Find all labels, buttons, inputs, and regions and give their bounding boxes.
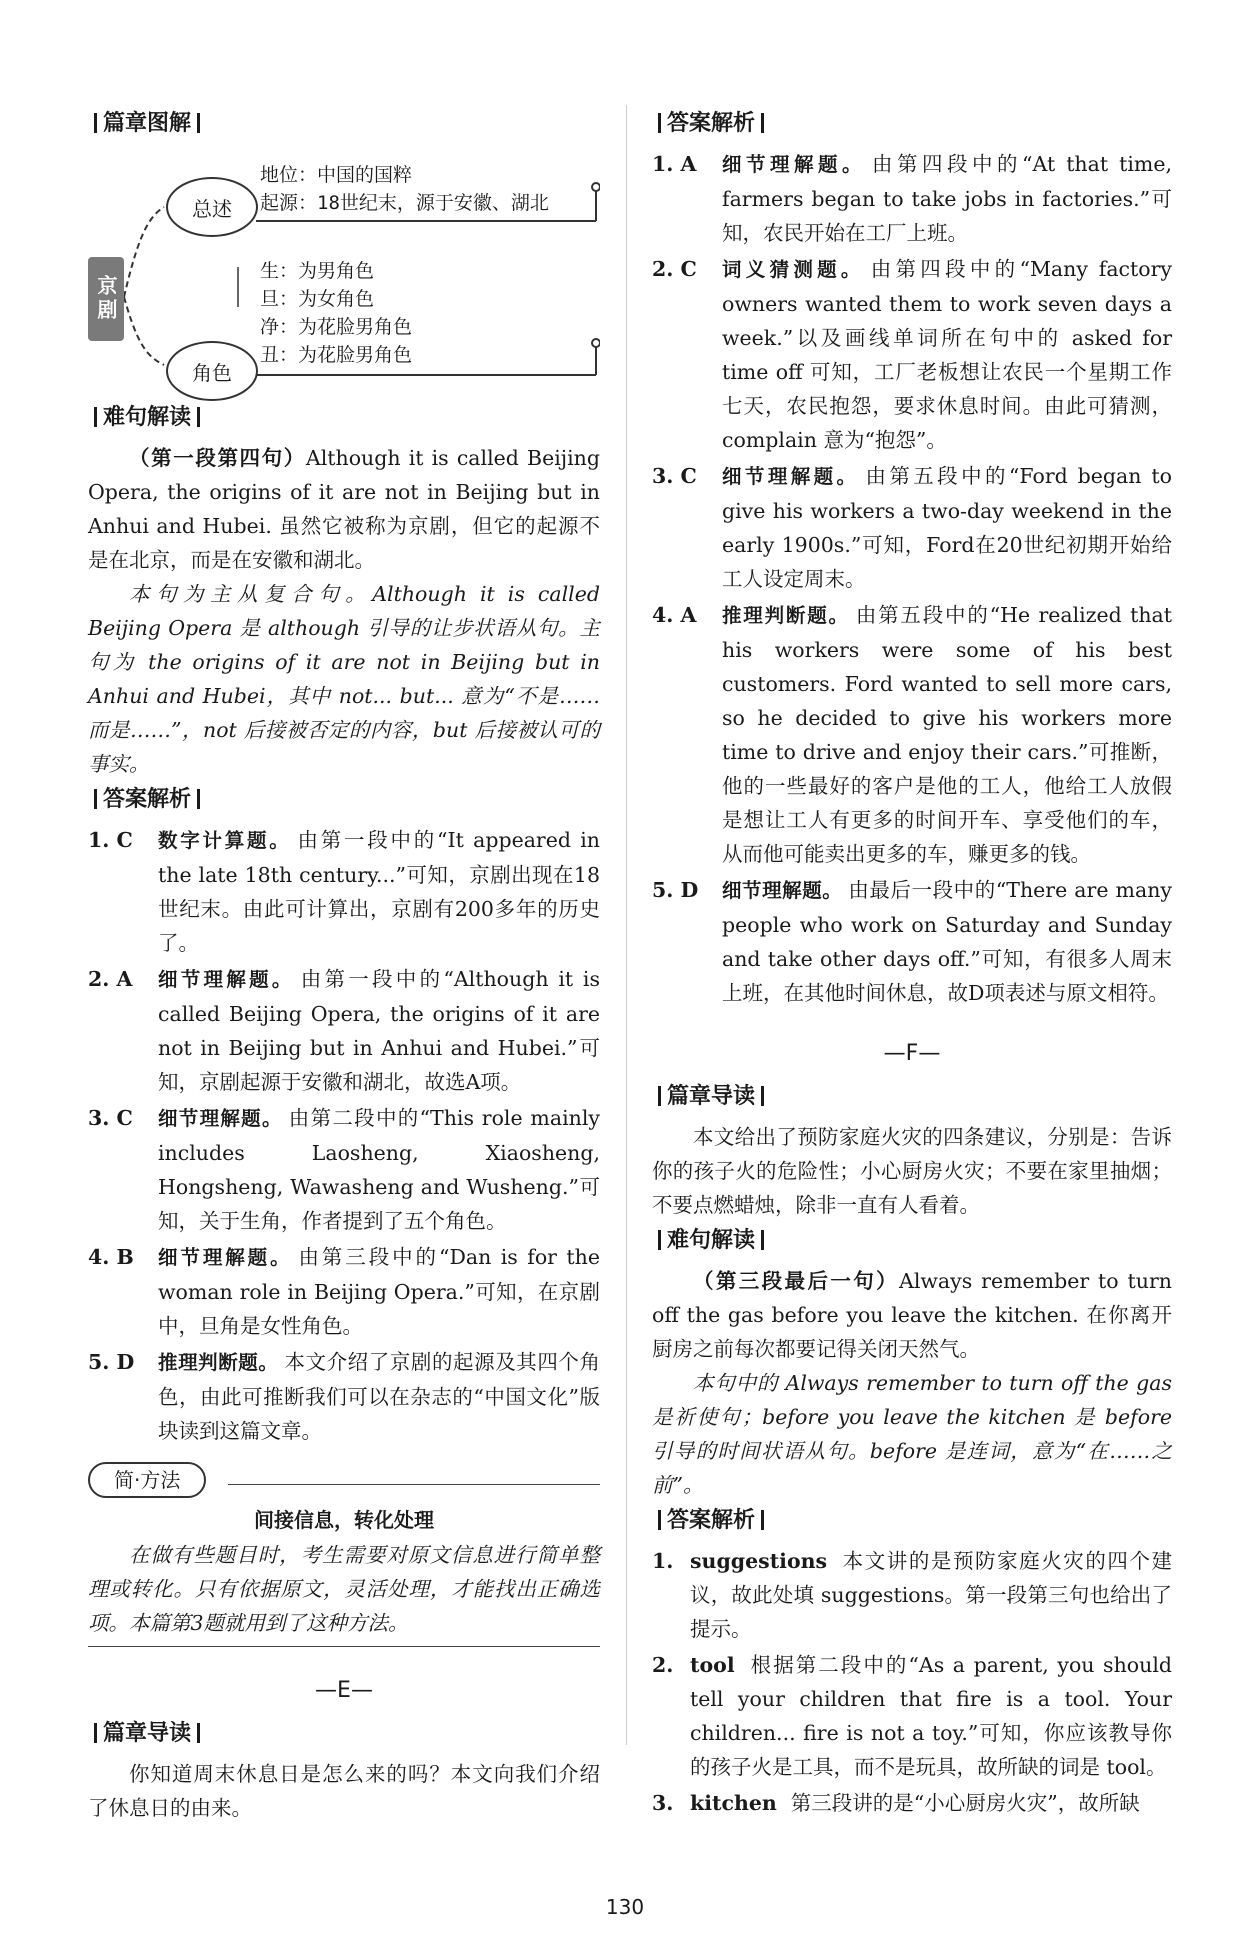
answer-item: 3. C 细节理解题。 由第二段中的“This role mainly includes Laosheng, Xiaosheng, Hongsheng, Wawasheng and Wusheng.”可知，关于生角，作者提到了五个角色。 <box>88 1106 600 1233</box>
right-column <box>652 105 1172 1822</box>
answer-item: 5. D 推理判断题。 本文介绍了京剧的起源及其四个角色，由此可推断我们可以在杂志的“中国文化”版块读到这篇文章。 <box>88 1350 600 1443</box>
answer-item: 3. C 细节理解题。 由第五段中的“Ford began to give his workers a two-day weekend in the early 1900s.”可知，Ford在20世纪初期开始给工人设定周末。 <box>652 464 1172 591</box>
section-heading: 难句解读 <box>652 1224 1172 1258</box>
guide-f: 本文给出了预防家庭火灾的四条建议，分别是：告诉你的孩子火的危险性；小心厨房火灾；不要在家里抽烟；不要点燃蜡烛，除非一直有人看着。 <box>652 1125 1172 1217</box>
answer-item: 3. kitchen 第三段讲的是“小心厨房火灾”，故所缺 <box>652 1791 1140 1815</box>
role-row-jing: 净：为花脸男角色 <box>260 316 413 338</box>
hard-sentence: （第一段第四句）Although it is called Beijing Opera, the origins of it are not in Beijing but in Anhui and Hubei. 虽然它被称为京剧，但它的起源不是在北京，而是在安徽和湖北。 <box>88 446 601 572</box>
section-heading: 篇章图解 <box>88 107 600 141</box>
hard-sentence-explain: 本句中的 Always remember to turn off the gas 是祈使句；before you leave the kitchen 是 before 引导的时间状语从句。before 是连词，意为“在……之前”。 <box>652 1371 1172 1497</box>
role-row-chou: 丑：为花脸男角色 <box>260 344 413 366</box>
overview-row-status: 地位：中国的国粹 <box>260 164 413 186</box>
part-f-marker: —F— <box>883 1041 941 1066</box>
method-bottom-rule <box>88 1646 600 1647</box>
method-divider <box>228 1484 600 1485</box>
answer-item: 1. A 细节理解题。 由第四段中的“At that time, farmers began to take jobs in factories.”可知，农民开始在工厂上班。 <box>652 152 1172 245</box>
method-subtitle: 间接信息，转化处理 <box>254 1508 434 1532</box>
answer-item: 2. C 词义猜测题。 由第四段中的“Many factory owners wanted them to work seven days a week.”以及画线单词所在句中的 asked for time off 可知，工厂老板想让农民一个星期工作七天，农民抱怨，要求休息时间。由此可猜测，complain 意为“抱怨”。 <box>652 257 1172 452</box>
role-row-dan: 旦：为女角色 <box>260 288 375 310</box>
page-number: 130 <box>605 1895 645 1919</box>
hard-sentence: （第三段最后一句）Always remember to turn off the gas before you leave the kitchen. 在你离开厨房之前每次都要记得关闭天然气。 <box>652 1269 1172 1361</box>
method-text: 在做有些题目时，考生需要对原文信息进行简单整理或转化。只有依据原文，灵活处理，才能找出正确选项。本篇第3题就用到了这种方法。 <box>88 1543 600 1635</box>
answer-item: 1. suggestions 本文讲的是预防家庭火灾的四个建议，故此处填 suggestions。第一段第三句也给出了提示。 <box>652 1549 1172 1641</box>
column-divider <box>626 105 627 1745</box>
roles-node: 角色 <box>166 341 258 401</box>
part-e-marker: —E— <box>315 1678 373 1703</box>
method-box <box>88 1462 600 1647</box>
section-heading: 答案解析 <box>652 1504 1172 1538</box>
section-heading: 答案解析 <box>652 107 1172 141</box>
section-heading: 难句解读 <box>88 401 600 435</box>
role-row-sheng: 生：为男角色 <box>260 260 375 282</box>
answer-item: 1. C 数字计算题。 由第一段中的“It appeared in the late 18th century...”可知，京剧出现在18世纪末。由此可计算出，京剧有200多年的历史了。 <box>88 828 600 955</box>
overview-node: 总述 <box>166 177 258 237</box>
guide-e: 你知道周末休息日是怎么来的吗？本文向我们介绍了休息日的由来。 <box>88 1762 600 1820</box>
answer-item: 4. B 细节理解题。 由第三段中的“Dan is for the woman role in Beijing Opera.”可知，在京剧中，旦角是女性角色。 <box>88 1245 600 1338</box>
beijing-opera-label: 京剧 <box>88 257 124 341</box>
section-heading: 篇章导读 <box>652 1080 1172 1114</box>
answer-item: 2. tool 根据第二段中的“As a parent, you should tell your children that fire is a tool. Your children... fire is not a toy.”可知，你应该教导你的孩子火是工具，而不是玩具，故所缺的词是 tool。 <box>652 1653 1172 1779</box>
left-column <box>88 105 600 1825</box>
overview-row-origin: 起源：18世纪末，源于安徽、湖北 <box>260 192 549 214</box>
method-title: 简·方法 <box>88 1462 206 1498</box>
answer-item: 5. D 细节理解题。 由最后一段中的“There are many people who work on Saturday and Sunday and take other days off.”可知，有很多人周末上班，在其他时间休息，故D项表述与原文相符。 <box>652 878 1172 1005</box>
hard-sentence-explain: 本句为主从复合句。Although it is called Beijing Opera 是 although 引导的让步状语从句。主句为 the origins of it are not in Beijing but in Anhui and Hubei，其中 not... but... 意为“不是……而是……”，not 后接被否定的内容，but 后接被认可的事实。 <box>88 582 600 776</box>
section-heading: 答案解析 <box>88 783 600 817</box>
section-heading: 篇章导读 <box>88 1717 600 1751</box>
opera-mind-map <box>88 147 600 395</box>
answer-item: 4. A 推理判断题。 由第五段中的“He realized that his workers were some of his best customers. Ford wanted to sell more cars, so he decided to give his workers more time to drive and enjoy their cars.”可推断，他的一些最好的客户是他的工人，他给工人放假是想让工人有更多的时间开车、享受他们的车，从而他可能卖出更多的车，赚更多的钱。 <box>652 603 1172 866</box>
answer-item: 2. A 细节理解题。 由第一段中的“Although it is called Beijing Opera, the origins of it are not in Beijing but in Anhui and Hubei.”可知，京剧起源于安徽和湖北，故选A项。 <box>88 967 600 1094</box>
